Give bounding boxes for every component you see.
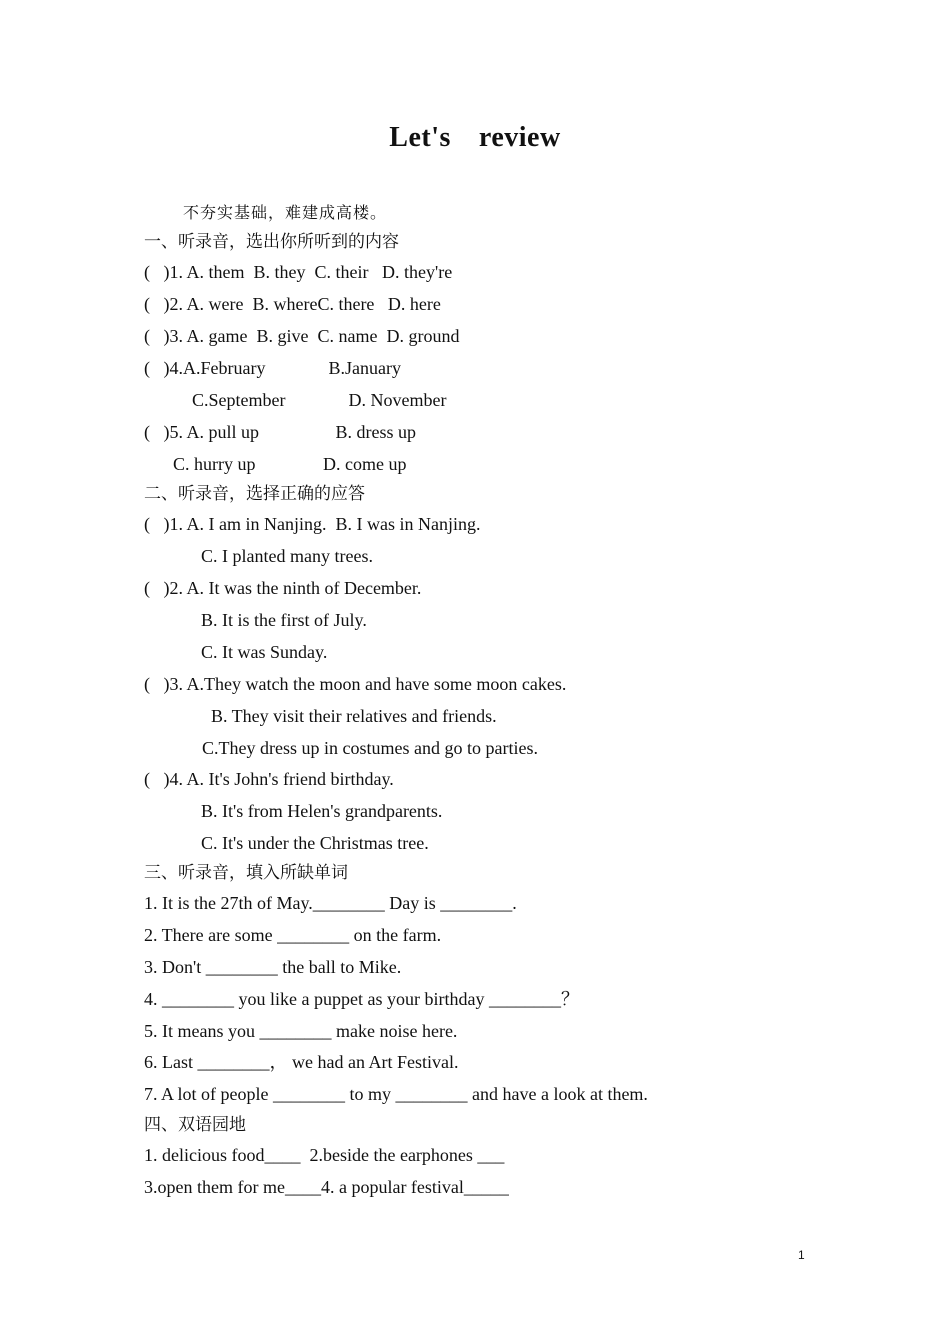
s1-question-5-line-2: C. hurry up D. come up [173, 454, 407, 474]
s2-question-4-line-3: C. It's under the Christmas tree. [201, 833, 429, 853]
section-3-heading: 三、听录音，填入所缺单词 [144, 863, 348, 883]
s4-line-2: 3.open them for me____4. a popular festival_____ [144, 1177, 509, 1197]
s2-question-4-line-2: B. It's from Helen's grandparents. [201, 801, 443, 821]
page-number: 1 [798, 1248, 805, 1262]
s3-question-4: 4. ________ you like a puppet as your birthday ________？ [144, 989, 579, 1009]
motto: 不夯实基础，难建成高楼。 [183, 203, 388, 222]
s1-question-3: ( )3. A. game B. give C. name D. ground [144, 326, 460, 346]
page-title [0, 122, 950, 154]
s1-question-1: ( )1. A. them B. they C. their D. they're [144, 262, 453, 282]
s3-question-1: 1. It is the 27th of May.________ Day is ________. [144, 893, 517, 913]
s2-question-3-line-3: C.They dress up in costumes and go to parties. [202, 738, 538, 758]
s1-question-4-line-1: ( )4.A.February B.January [144, 358, 401, 378]
s2-question-1-line-2: C. I planted many trees. [201, 546, 373, 566]
s2-question-3-line-1: ( )3. A.They watch the moon and have some moon cakes. [144, 674, 567, 694]
s3-question-2: 2. There are some ________ on the farm. [144, 925, 442, 945]
section-2-heading: 二、听录音，选择正确的应答 [144, 484, 365, 504]
s1-question-5-line-1: ( )5. A. pull up B. dress up [144, 422, 416, 442]
s2-question-4-line-1: ( )4. A. It's John's friend birthday. [144, 769, 394, 789]
s2-question-2-line-2: B. It is the first of July. [201, 610, 367, 630]
s2-question-3-line-2: B. They visit their relatives and friends. [211, 706, 497, 726]
s2-question-2-line-1: ( )2. A. It was the ninth of December. [144, 578, 422, 598]
s1-question-4-line-2: C.September D. November [192, 390, 447, 410]
title-word-lets: Let's [389, 122, 451, 153]
section-1-heading: 一、听录音，选出你所听到的内容 [144, 232, 399, 252]
s3-question-7: 7. A lot of people ________ to my ________ and have a look at them. [144, 1084, 648, 1104]
s1-question-2: ( )2. A. were B. whereC. there D. here [144, 294, 441, 314]
s2-question-1-line-1: ( )1. A. I am in Nanjing. B. I was in Nanjing. [144, 514, 481, 534]
s2-question-2-line-3: C. It was Sunday. [201, 642, 328, 662]
title-word-review: review [478, 122, 561, 153]
s3-question-6: 6. Last ________， we had an Art Festival. [144, 1052, 459, 1072]
s3-question-5: 5. It means you ________ make noise here. [144, 1021, 458, 1041]
s3-question-3: 3. Don't ________ the ball to Mike. [144, 957, 402, 977]
s4-line-1: 1. delicious food____ 2.beside the earphones ___ [144, 1145, 505, 1165]
section-4-heading: 四、双语园地 [144, 1115, 246, 1135]
